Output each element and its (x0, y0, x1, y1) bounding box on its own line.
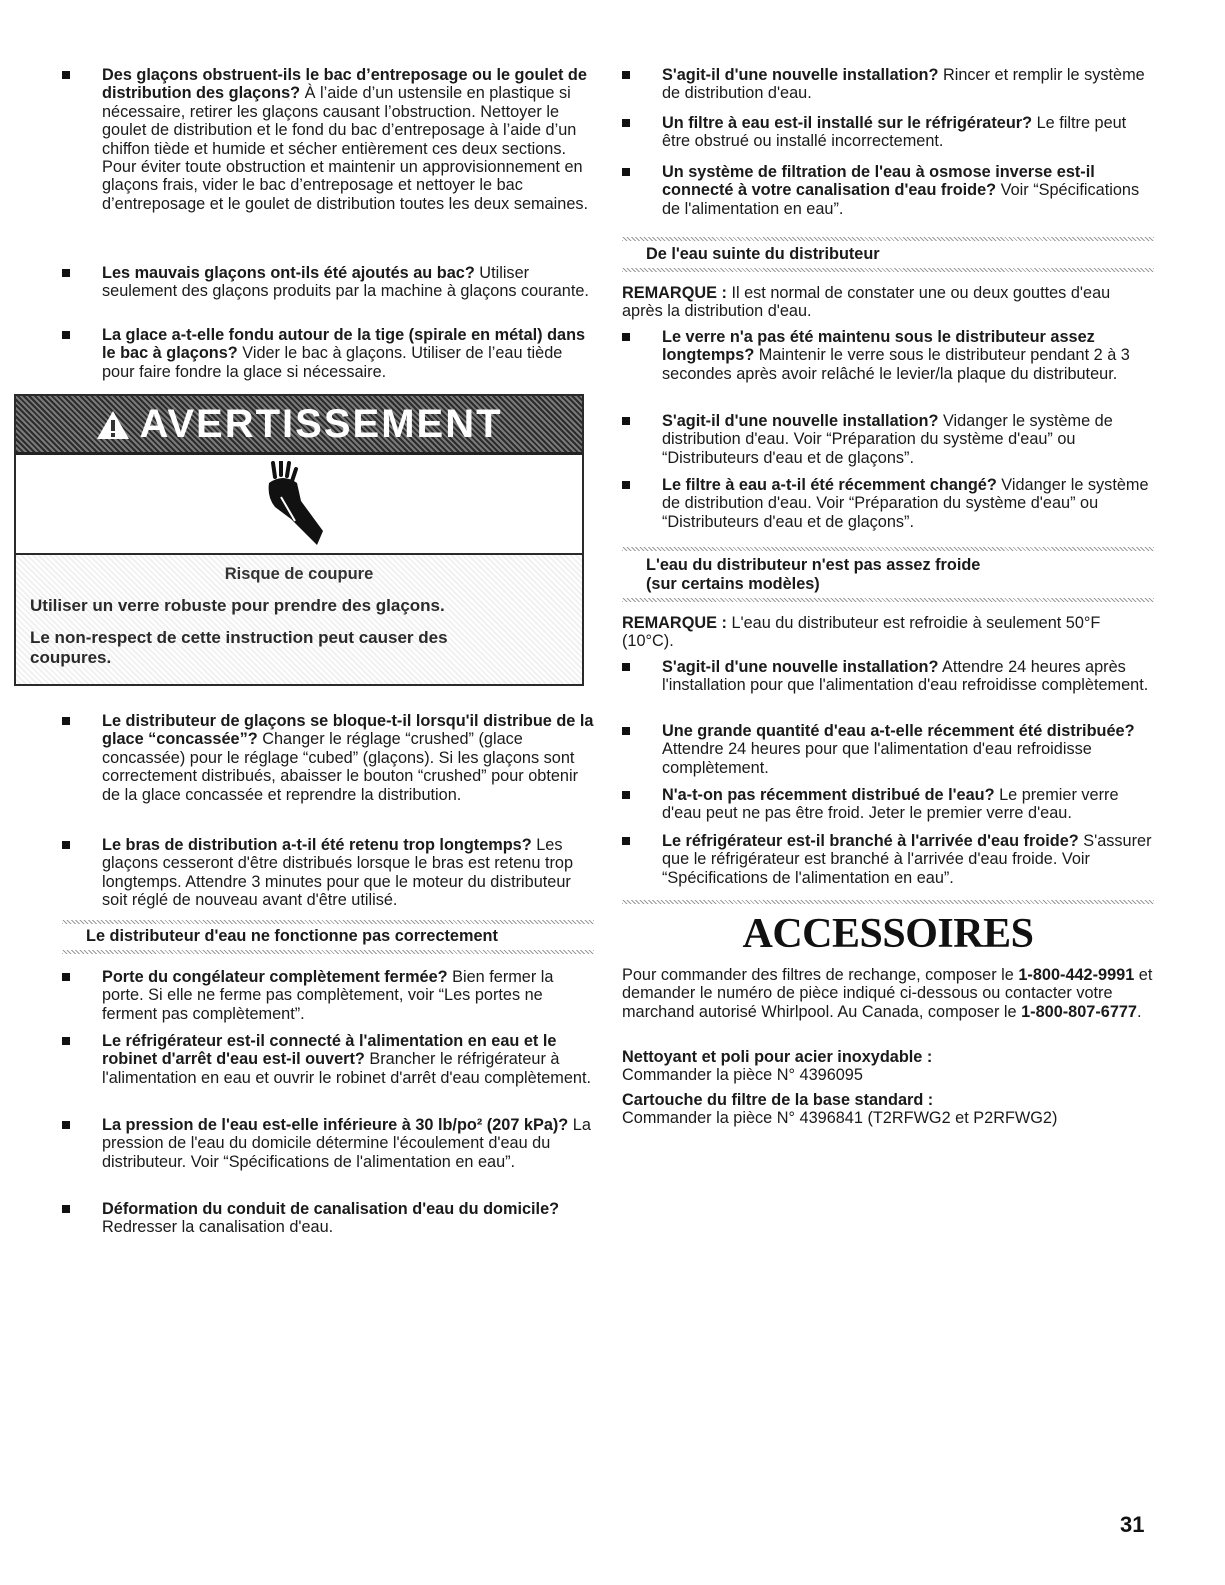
question: Le réfrigérateur est-il branché à l'arrivée d'eau froide? (662, 832, 1079, 850)
answer: Utiliser seulement des glaçons produits par la machine à glaçons courante. (102, 264, 589, 301)
note-text: L'eau du distributeur est refroidie à seulement 50°F (10°C). (622, 614, 1101, 651)
section-rule (62, 950, 594, 954)
list-item (622, 328, 1154, 383)
question: Le réfrigérateur est-il connecté à l'alimentation en eau et le robinet d'arrêt d'eau est-il ouvert? (102, 1032, 557, 1069)
question: N'a-t-on pas récemment distribué de l'eau? (662, 786, 995, 804)
bullet (622, 71, 630, 79)
product-order: Commander la pièce N° 4396095 (622, 1066, 863, 1085)
question: La glace a-t-elle fondu autour de la tige (spirale en métal) dans le bac à glaçons? (102, 326, 586, 363)
answer: La pression de l'eau du domicile détermine l'écoulement d'eau du distributeur. Voir “Spécifications de l'alimentation en eau”. (102, 1116, 591, 1171)
bullet (622, 417, 630, 425)
product-name: Cartouche du filtre de la base standard : (622, 1091, 934, 1109)
list-item (62, 326, 594, 381)
accessoires-title: ACCESSOIRES (742, 911, 1034, 957)
note-label: REMARQUE : (622, 614, 727, 632)
answer: Redresser la canalisation d'eau. (102, 1218, 334, 1237)
question: Une grande quantité d'eau a-t-elle récemment été distribuée? (662, 722, 1135, 740)
section-rule (622, 598, 1154, 602)
question: Le verre n'a pas été maintenu sous le distributeur assez longtemps? (662, 328, 1095, 365)
list-item (62, 66, 594, 213)
list-item (622, 163, 1154, 218)
list-item (622, 722, 1154, 777)
question: Des glaçons obstruent-ils le bac d’entreposage ou le goulet de distribution des glaçons? (102, 66, 587, 103)
product-entry (622, 1048, 1154, 1085)
list-item (622, 66, 1154, 103)
question: S'agit-il d'une nouvelle installation? (662, 412, 939, 430)
section-heading: L'eau du distributeur n'est pas assez froide (sur certains modèles) (646, 556, 981, 593)
page-number: 31 (1120, 1512, 1145, 1537)
list-item (622, 832, 1154, 887)
warning-banner (16, 396, 582, 455)
list-item (62, 1116, 594, 1171)
bullet (62, 269, 70, 277)
answer: Attendre 24 heures pour que l'alimentation d'eau refroidisse complètement. (662, 740, 1092, 777)
note-text: Il est normal de constater une ou deux gouttes d'eau après la distribution d'eau. (622, 284, 1111, 321)
bullet (62, 841, 70, 849)
answer: Vidanger le système de distribution d'eau. Voir “Préparation du système d'eau” ou “Distributeurs d'eau et de glaçons”. (662, 412, 1113, 467)
warning-consequence: Le non-respect de cette instruction peut causer des coupures. (30, 628, 448, 667)
question: S'agit-il d'une nouvelle installation? (662, 66, 939, 84)
answer: Rincer et remplir le système de distribution d'eau. (662, 66, 1145, 103)
answer: Vider le bac à glaçons. Utiliser de l’eau tiède pour faire fondre la glace si nécessaire. (102, 344, 563, 381)
section-rule (622, 268, 1154, 272)
accessoires-intro: Pour commander des filtres de rechange, composer le 1-800-442-9991 et demander le numéro de pièce indiqué ci-dessous ou contacter votre marchand autorisé Whirlpool. Au Canada, composer le 1-800-807-6777. (622, 966, 1153, 1021)
bullet (622, 119, 630, 127)
question: Un filtre à eau est-il installé sur le réfrigérateur? (662, 114, 1033, 132)
note (622, 284, 1154, 321)
list-item (622, 412, 1154, 467)
answer: Maintenir le verre sous le distributeur pendant 2 à 3 secondes après avoir relâché le levier/la plaque du distributeur. (662, 346, 1130, 383)
question: Porte du congélateur complètement fermée? (102, 968, 448, 986)
bullet (622, 168, 630, 176)
list-item (62, 968, 594, 1023)
answer: S'assurer que le réfrigérateur est branché à l'arrivée d'eau froide. Voir “Spécifications de l'alimentation en eau”. (662, 832, 1152, 887)
section-rule (62, 920, 594, 924)
bullet (62, 1121, 70, 1129)
answer: Brancher le réfrigérateur à l'alimentation en eau et ouvrir le robinet d'arrêt d'eau complètement. (102, 1050, 591, 1087)
list-item (62, 1032, 594, 1087)
answer: Bien fermer la porte. Si elle ne ferme pas complètement, voir “Les portes ne ferment pas complètement”. (102, 968, 554, 1023)
bullet (62, 1205, 70, 1213)
question: Les mauvais glaçons ont-ils été ajoutés au bac? (102, 264, 475, 282)
answer: Vidanger le système de distribution d'eau. Voir “Préparation du système d'eau” ou “Distributeurs d'eau et de glaçons”. (662, 476, 1149, 531)
bullet (622, 791, 630, 799)
phone-ca: 1-800-807-6777 (1021, 1002, 1137, 1021)
answer: À l’aide d’un ustensile en plastique si nécessaire, retirer les glaçons causant l’obstruction. Nettoyer le goulet de distribution et le fond du bac d’entreposage à l’aide d’un chiffon tiède et humide et sécher entièrement ces deux sections. Pour éviter toute obstruction et maintenir un approvisionnement en glaçons frais, vider le bac d’entreposage et nettoyer le bac d’entreposage et le goulet de distribution toutes les deux semaines. (102, 84, 589, 213)
answer: Voir “Spécifications de l'alimentation en eau”. (662, 181, 1140, 218)
bullet (62, 717, 70, 725)
question: Déformation du conduit de canalisation d'eau du domicile? (102, 1200, 560, 1218)
question: Le filtre à eau a-t-il été récemment changé? (662, 476, 997, 494)
note (622, 614, 1154, 651)
bullet (62, 973, 70, 981)
question: La pression de l'eau est-elle inférieure à 30 lb/po² (207 kPa)? (102, 1116, 569, 1134)
bullet (62, 71, 70, 79)
question: S'agit-il d'une nouvelle installation? (662, 658, 939, 676)
list-item (62, 1200, 594, 1237)
note-label: REMARQUE : (622, 284, 727, 302)
list-item (622, 114, 1154, 151)
list-item (62, 264, 594, 301)
warning-instruction: Utiliser un verre robuste pour prendre des glaçons. (30, 596, 445, 615)
list-item (622, 786, 1154, 823)
bullet (62, 1037, 70, 1045)
hand-cut-hazard-icon (261, 461, 331, 547)
answer: Attendre 24 heures après l'installation pour que l'alimentation d'eau refroidisse complètement. (662, 658, 1149, 695)
product-name: Nettoyant et poli pour acier inoxydable : (622, 1048, 933, 1066)
section-rule (622, 547, 1154, 551)
bullet (622, 663, 630, 671)
list-item (622, 476, 1154, 531)
list-item (62, 712, 594, 804)
answer: Le filtre peut être obstrué ou installé incorrectement. (662, 114, 1127, 151)
answer: Changer le réglage “crushed” (glace concassée) pour le réglage “cubed” (glaçons). Si les glaçons sont correctement distribués, abaisser le bouton “crushed” pour obtenir de la glace concassée et reprendre la distribution. (102, 730, 579, 804)
answer: Le premier verre d'eau peut ne pas être froid. Jeter le premier verre d'eau. (662, 786, 1119, 823)
phone-us: 1-800-442-9991 (1018, 966, 1135, 984)
question: Le distributeur de glaçons se bloque-t-il lorsqu'il distribue de la glace “concassée”? (102, 712, 594, 749)
bullet (622, 481, 630, 489)
list-item (62, 836, 594, 910)
warning-subtitle: Risque de coupure (224, 565, 374, 583)
product-entry (622, 1091, 1154, 1128)
answer: Les glaçons cesseront d'être distribués lorsque le bras est retenu trop longtemps. Attendre 3 minutes pour que le moteur du distributeur soit réglé de nouveau avant d'être utilisé. (102, 836, 573, 910)
bullet (62, 331, 70, 339)
warning-title: AVERTISSEMENT (139, 402, 503, 446)
question: Un système de filtration de l'eau à osmose inverse est-il connecté à votre canalisation d'eau froide? (662, 163, 1095, 200)
bullet (622, 837, 630, 845)
bullet (622, 333, 630, 341)
warning-triangle-icon (95, 409, 131, 441)
list-item (622, 658, 1154, 695)
section-heading: De l'eau suinte du distributeur (646, 245, 880, 263)
product-order: Commander la pièce N° 4396841 (T2RFWG2 et P2RFWG2) (622, 1109, 1058, 1128)
question: Le bras de distribution a-t-il été retenu trop longtemps? (102, 836, 532, 854)
bullet (622, 727, 630, 735)
section-heading: Le distributeur d'eau ne fonctionne pas correctement (86, 927, 498, 945)
warning-box (14, 394, 584, 686)
section-rule (622, 900, 1154, 904)
section-rule (622, 237, 1154, 241)
